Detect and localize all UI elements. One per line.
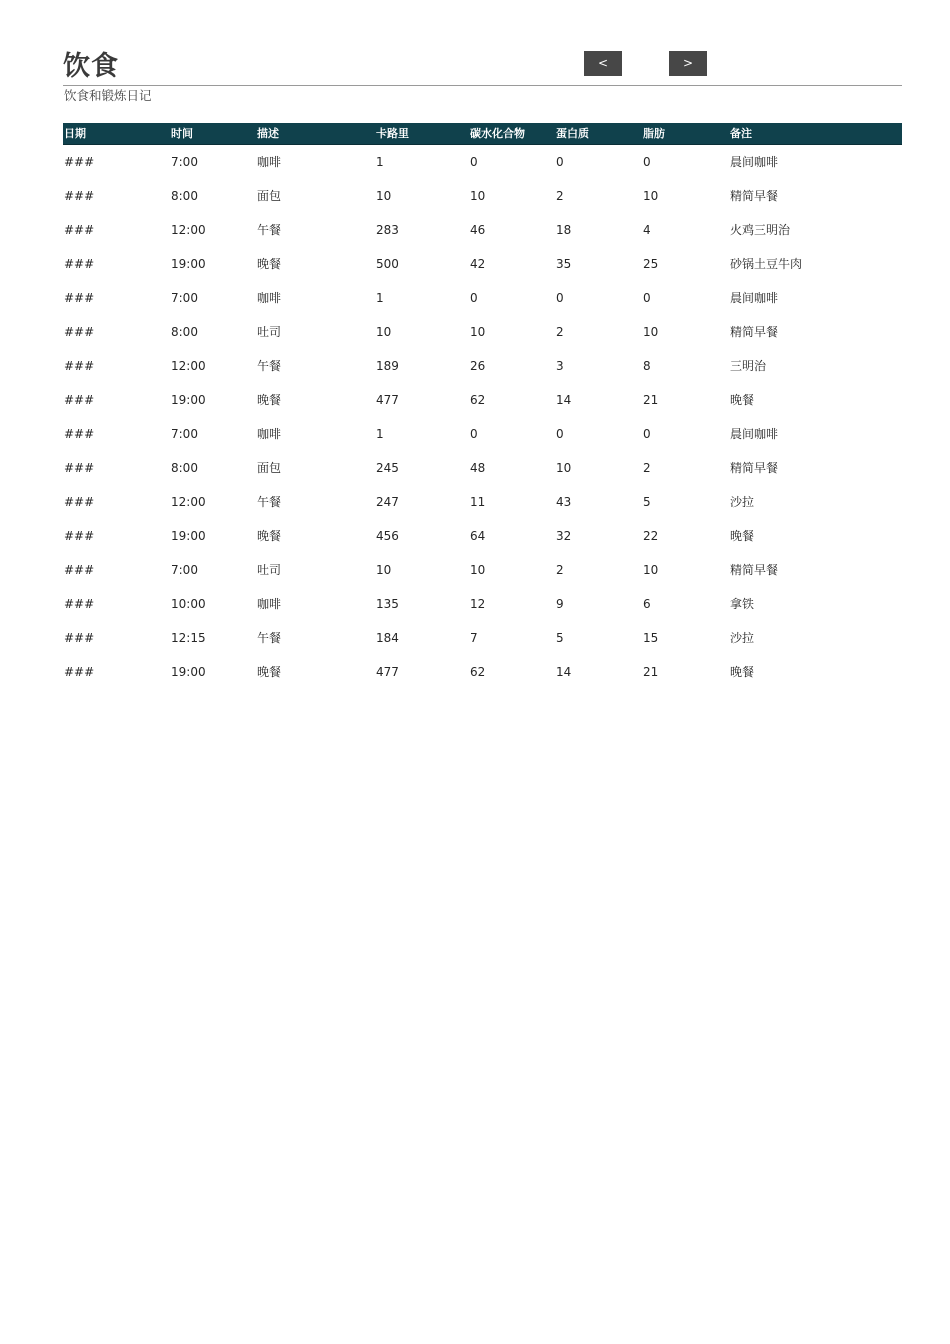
description-cell[interactable]: 晚餐 — [257, 665, 282, 679]
table-row — [63, 145, 902, 179]
fat-cell[interactable]: 10 — [643, 189, 659, 203]
fat-cell[interactable]: 0 — [643, 427, 651, 441]
date-cell[interactable]: ### — [64, 359, 95, 373]
carbs-cell[interactable]: 10 — [470, 563, 486, 577]
fat-cell[interactable]: 6 — [643, 597, 651, 611]
table-row — [63, 655, 902, 689]
calories-cell[interactable]: 247 — [376, 495, 399, 509]
description-cell[interactable]: 晚餐 — [257, 393, 282, 407]
description-cell[interactable]: 午餐 — [257, 631, 282, 645]
time-cell[interactable]: 12:00 — [171, 223, 206, 237]
fat-cell[interactable]: 5 — [643, 495, 651, 509]
protein-cell[interactable]: 5 — [556, 631, 564, 645]
table-row — [63, 315, 902, 349]
calories-cell[interactable]: 135 — [376, 597, 399, 611]
title-divider — [63, 85, 902, 86]
carbs-cell[interactable]: 7 — [470, 631, 478, 645]
calories-cell[interactable]: 477 — [376, 393, 399, 407]
calories-cell[interactable]: 1 — [376, 291, 384, 305]
date-cell[interactable]: ### — [64, 223, 95, 237]
time-cell[interactable]: 19:00 — [171, 665, 206, 679]
fat-cell[interactable]: 10 — [643, 563, 659, 577]
calories-cell[interactable]: 1 — [376, 427, 384, 441]
carbs-cell[interactable]: 10 — [470, 189, 486, 203]
calories-cell[interactable]: 456 — [376, 529, 399, 543]
table-body — [63, 145, 902, 689]
carbs-cell[interactable]: 62 — [470, 393, 486, 407]
time-cell[interactable]: 19:00 — [171, 393, 206, 407]
calories-cell[interactable]: 10 — [376, 189, 392, 203]
page-subtitle: 饮食和锻炼日记 — [64, 88, 152, 103]
carbs-cell[interactable]: 62 — [470, 665, 486, 679]
calories-cell[interactable]: 189 — [376, 359, 399, 373]
next-button[interactable]: > — [669, 51, 707, 76]
description-cell[interactable]: 咖啡 — [257, 597, 282, 611]
notes-cell[interactable]: 三明治 — [730, 359, 767, 373]
table-row — [63, 383, 902, 417]
protein-cell[interactable]: 9 — [556, 597, 564, 611]
fat-cell[interactable]: 10 — [643, 325, 659, 339]
protein-cell[interactable]: 0 — [556, 427, 564, 441]
date-cell[interactable]: ### — [64, 631, 95, 645]
time-cell[interactable]: 8:00 — [171, 325, 198, 339]
table-row — [63, 179, 902, 213]
header-time[interactable]: 时间 — [171, 127, 193, 140]
date-cell[interactable]: ### — [64, 461, 95, 475]
description-cell[interactable]: 午餐 — [257, 223, 282, 237]
table-row — [63, 587, 902, 621]
time-cell[interactable]: 7:00 — [171, 427, 198, 441]
table-row — [63, 451, 902, 485]
date-cell[interactable]: ### — [64, 427, 95, 441]
fat-cell[interactable]: 2 — [643, 461, 651, 475]
protein-cell[interactable]: 43 — [556, 495, 572, 509]
protein-cell[interactable]: 32 — [556, 529, 572, 543]
protein-cell[interactable]: 2 — [556, 325, 564, 339]
calories-cell[interactable]: 477 — [376, 665, 399, 679]
notes-cell[interactable]: 晨间咖啡 — [730, 427, 779, 441]
table-row — [63, 281, 902, 315]
protein-cell[interactable]: 2 — [556, 563, 564, 577]
description-cell[interactable]: 咖啡 — [257, 291, 282, 305]
carbs-cell[interactable]: 0 — [470, 291, 478, 305]
protein-cell[interactable]: 3 — [556, 359, 564, 373]
time-cell[interactable]: 8:00 — [171, 189, 198, 203]
calories-cell[interactable]: 184 — [376, 631, 399, 645]
protein-cell[interactable]: 14 — [556, 393, 572, 407]
carbs-cell[interactable]: 10 — [470, 325, 486, 339]
header-date[interactable]: 日期 — [64, 127, 86, 140]
time-cell[interactable]: 7:00 — [171, 291, 198, 305]
date-cell[interactable]: ### — [64, 597, 95, 611]
page-title: 饮食 — [63, 51, 119, 82]
carbs-cell[interactable]: 0 — [470, 427, 478, 441]
description-cell[interactable]: 面包 — [257, 461, 282, 475]
notes-cell[interactable]: 精简早餐 — [730, 563, 779, 577]
time-cell[interactable]: 7:00 — [171, 155, 198, 169]
date-cell[interactable]: ### — [64, 665, 95, 679]
carbs-cell[interactable]: 12 — [470, 597, 486, 611]
carbs-cell[interactable]: 26 — [470, 359, 486, 373]
notes-cell[interactable]: 晚餐 — [730, 529, 755, 543]
calories-cell[interactable]: 283 — [376, 223, 399, 237]
date-cell[interactable]: ### — [64, 189, 95, 203]
fat-cell[interactable]: 0 — [643, 155, 651, 169]
table-row — [63, 417, 902, 451]
description-cell[interactable]: 午餐 — [257, 359, 282, 373]
date-cell[interactable]: ### — [64, 563, 95, 577]
date-cell[interactable]: ### — [64, 529, 95, 543]
notes-cell[interactable]: 精简早餐 — [730, 461, 779, 475]
notes-cell[interactable]: 沙拉 — [730, 631, 755, 645]
protein-cell[interactable]: 0 — [556, 291, 564, 305]
description-cell[interactable]: 晚餐 — [257, 529, 282, 543]
time-cell[interactable]: 12:00 — [171, 495, 206, 509]
carbs-cell[interactable]: 48 — [470, 461, 486, 475]
protein-cell[interactable]: 14 — [556, 665, 572, 679]
table-row — [63, 519, 902, 553]
protein-cell[interactable]: 18 — [556, 223, 572, 237]
table-row — [63, 553, 902, 587]
date-cell[interactable]: ### — [64, 155, 95, 169]
date-cell[interactable]: ### — [64, 325, 95, 339]
notes-cell[interactable]: 火鸡三明治 — [730, 223, 791, 237]
description-cell[interactable]: 吐司 — [257, 325, 282, 339]
previous-button[interactable]: < — [584, 51, 622, 76]
protein-cell[interactable]: 0 — [556, 155, 564, 169]
table-row — [63, 213, 902, 247]
time-cell[interactable]: 8:00 — [171, 461, 198, 475]
notes-cell[interactable]: 晚餐 — [730, 393, 755, 407]
description-cell[interactable]: 咖啡 — [257, 427, 282, 441]
description-cell[interactable]: 吐司 — [257, 563, 282, 577]
notes-cell[interactable]: 晨间咖啡 — [730, 155, 779, 169]
notes-cell[interactable]: 沙拉 — [730, 495, 755, 509]
carbs-cell[interactable]: 64 — [470, 529, 486, 543]
notes-cell[interactable]: 精简早餐 — [730, 189, 779, 203]
date-cell[interactable]: ### — [64, 257, 95, 271]
fat-cell[interactable]: 21 — [643, 393, 659, 407]
table-header — [63, 123, 902, 145]
time-cell[interactable]: 10:00 — [171, 597, 206, 611]
description-cell[interactable]: 咖啡 — [257, 155, 282, 169]
notes-cell[interactable]: 拿铁 — [730, 597, 755, 611]
table-row — [63, 485, 902, 519]
fat-cell[interactable]: 22 — [643, 529, 659, 543]
time-cell[interactable]: 12:00 — [171, 359, 206, 373]
calories-cell[interactable]: 10 — [376, 325, 392, 339]
calories-cell[interactable]: 500 — [376, 257, 399, 271]
carbs-cell[interactable]: 42 — [470, 257, 486, 271]
calories-cell[interactable]: 245 — [376, 461, 399, 475]
fat-cell[interactable]: 25 — [643, 257, 659, 271]
header-protein[interactable]: 蛋白质 — [556, 127, 589, 140]
description-cell[interactable]: 面包 — [257, 189, 282, 203]
protein-cell[interactable]: 10 — [556, 461, 572, 475]
header-description[interactable]: 描述 — [257, 127, 279, 140]
calories-cell[interactable]: 10 — [376, 563, 392, 577]
carbs-cell[interactable]: 11 — [470, 495, 486, 509]
date-cell[interactable]: ### — [64, 291, 95, 305]
table-row — [63, 621, 902, 655]
carbs-cell[interactable]: 46 — [470, 223, 486, 237]
fat-cell[interactable]: 0 — [643, 291, 651, 305]
fat-cell[interactable]: 15 — [643, 631, 659, 645]
table-row — [63, 349, 902, 383]
table-row — [63, 247, 902, 281]
header-carbs[interactable]: 碳水化合物 — [470, 127, 525, 140]
calories-cell[interactable]: 1 — [376, 155, 384, 169]
notes-cell[interactable]: 晚餐 — [730, 665, 755, 679]
header-notes[interactable]: 备注 — [730, 127, 752, 140]
protein-cell[interactable]: 35 — [556, 257, 572, 271]
time-cell[interactable]: 19:00 — [171, 529, 206, 543]
notes-cell[interactable]: 晨间咖啡 — [730, 291, 779, 305]
header-fat[interactable]: 脂肪 — [643, 127, 665, 140]
time-cell[interactable]: 12:15 — [171, 631, 206, 645]
protein-cell[interactable]: 2 — [556, 189, 564, 203]
carbs-cell[interactable]: 0 — [470, 155, 478, 169]
description-cell[interactable]: 晚餐 — [257, 257, 282, 271]
fat-cell[interactable]: 21 — [643, 665, 659, 679]
date-cell[interactable]: ### — [64, 495, 95, 509]
notes-cell[interactable]: 砂锅土豆牛肉 — [730, 257, 803, 271]
date-cell[interactable]: ### — [64, 393, 95, 407]
fat-cell[interactable]: 8 — [643, 359, 651, 373]
time-cell[interactable]: 7:00 — [171, 563, 198, 577]
header-calories[interactable]: 卡路里 — [376, 127, 409, 140]
time-cell[interactable]: 19:00 — [171, 257, 206, 271]
fat-cell[interactable]: 4 — [643, 223, 651, 237]
description-cell[interactable]: 午餐 — [257, 495, 282, 509]
notes-cell[interactable]: 精简早餐 — [730, 325, 779, 339]
